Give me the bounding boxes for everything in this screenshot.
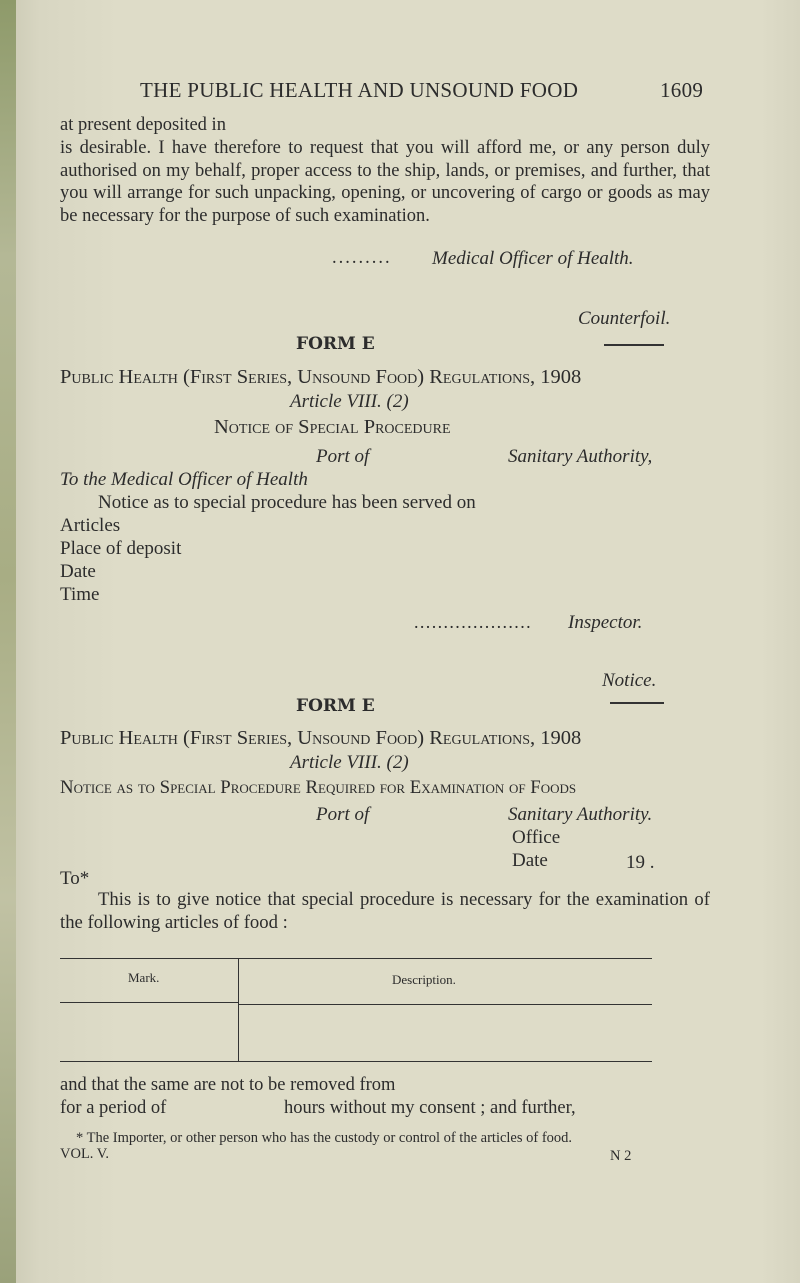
page-number: 1609	[660, 78, 704, 102]
field-place-of-deposit: Place of deposit	[60, 538, 182, 559]
counterfoil-notice-title: Notice of Special Procedure	[214, 416, 451, 438]
table-bottom-rule	[60, 1061, 652, 1062]
counterfoil-rule	[604, 344, 664, 346]
counterfoil-tag: Counterfoil.	[578, 308, 671, 329]
notice-date: Date	[512, 850, 548, 871]
counterfoil-to: To the Medical Officer of Health	[60, 469, 308, 490]
counterfoil-dots: ....................	[414, 612, 532, 632]
footer-volume: VOL. V.	[60, 1146, 110, 1162]
counterfoil-article: Article VIII. (2)	[290, 391, 409, 412]
counterfoil-form-title: FORM E	[296, 334, 375, 354]
top-paragraph: is desirable. I have therefore to request that you will afford me, or any person duly authorised on my behalf, proper access to the ship, lands, or premises, and further, that you will arrange for such unpacking, opening, or uncovering of cargo or goods as may be necessary for the purpose of such examination.	[60, 138, 710, 226]
notice-form-title: FORM E	[296, 696, 375, 716]
after-line1: and that the same are not to be removed from	[60, 1075, 396, 1095]
table-top-rule	[60, 958, 652, 959]
page-edge	[0, 0, 16, 1283]
notice-body: This is to give notice that special procedure is necessary for the examination of the following articles of food :	[60, 889, 710, 933]
table-header-rule-right	[239, 1004, 652, 1005]
notice-office: Office	[512, 827, 561, 848]
top-line1: at present deposited in	[60, 115, 226, 135]
top-dots: .........	[332, 248, 392, 268]
field-articles: Articles	[60, 515, 121, 536]
notice-article: Article VIII. (2)	[290, 752, 409, 773]
notice-rule	[610, 702, 664, 704]
counterfoil-port-of: Port of	[316, 446, 370, 467]
notice-authority: Sanitary Authority.	[508, 804, 653, 825]
table-header-rule-left	[60, 1002, 238, 1003]
table-column-divider	[238, 958, 239, 1062]
table-header-mark: Mark.	[128, 970, 160, 985]
field-date: Date	[60, 561, 96, 582]
notice-to: To*	[60, 868, 90, 889]
notice-title: Notice as to Special Procedure Required for Examination of Foods	[60, 777, 577, 798]
counterfoil-signature: Inspector.	[568, 612, 643, 633]
counterfoil-authority: Sanitary Authority,	[508, 446, 653, 467]
notice-port-of: Port of	[316, 804, 370, 825]
notice-regs: Public Health (First Series, Unsound Food) Regulations, 1908	[60, 727, 582, 749]
counterfoil-regs: Public Health (First Series, Unsound Food) Regulations, 1908	[60, 366, 582, 388]
after-line2b: hours without my consent ; and further,	[284, 1098, 576, 1118]
running-title: THE PUBLIC HEALTH AND UNSOUND FOOD	[140, 78, 579, 102]
field-time: Time	[60, 584, 100, 605]
notice-tag: Notice.	[602, 670, 657, 691]
after-line2a: for a period of	[60, 1098, 167, 1118]
footer-signature-mark: N 2	[610, 1148, 632, 1164]
top-signature: Medical Officer of Health.	[432, 248, 634, 269]
table-header-description: Description.	[392, 972, 456, 987]
footnote: * The Importer, or other person who has the custody or control of the articles of food.	[76, 1130, 573, 1146]
notice-year: 19 .	[626, 852, 655, 873]
counterfoil-served: Notice as to special procedure has been served on	[98, 492, 476, 513]
